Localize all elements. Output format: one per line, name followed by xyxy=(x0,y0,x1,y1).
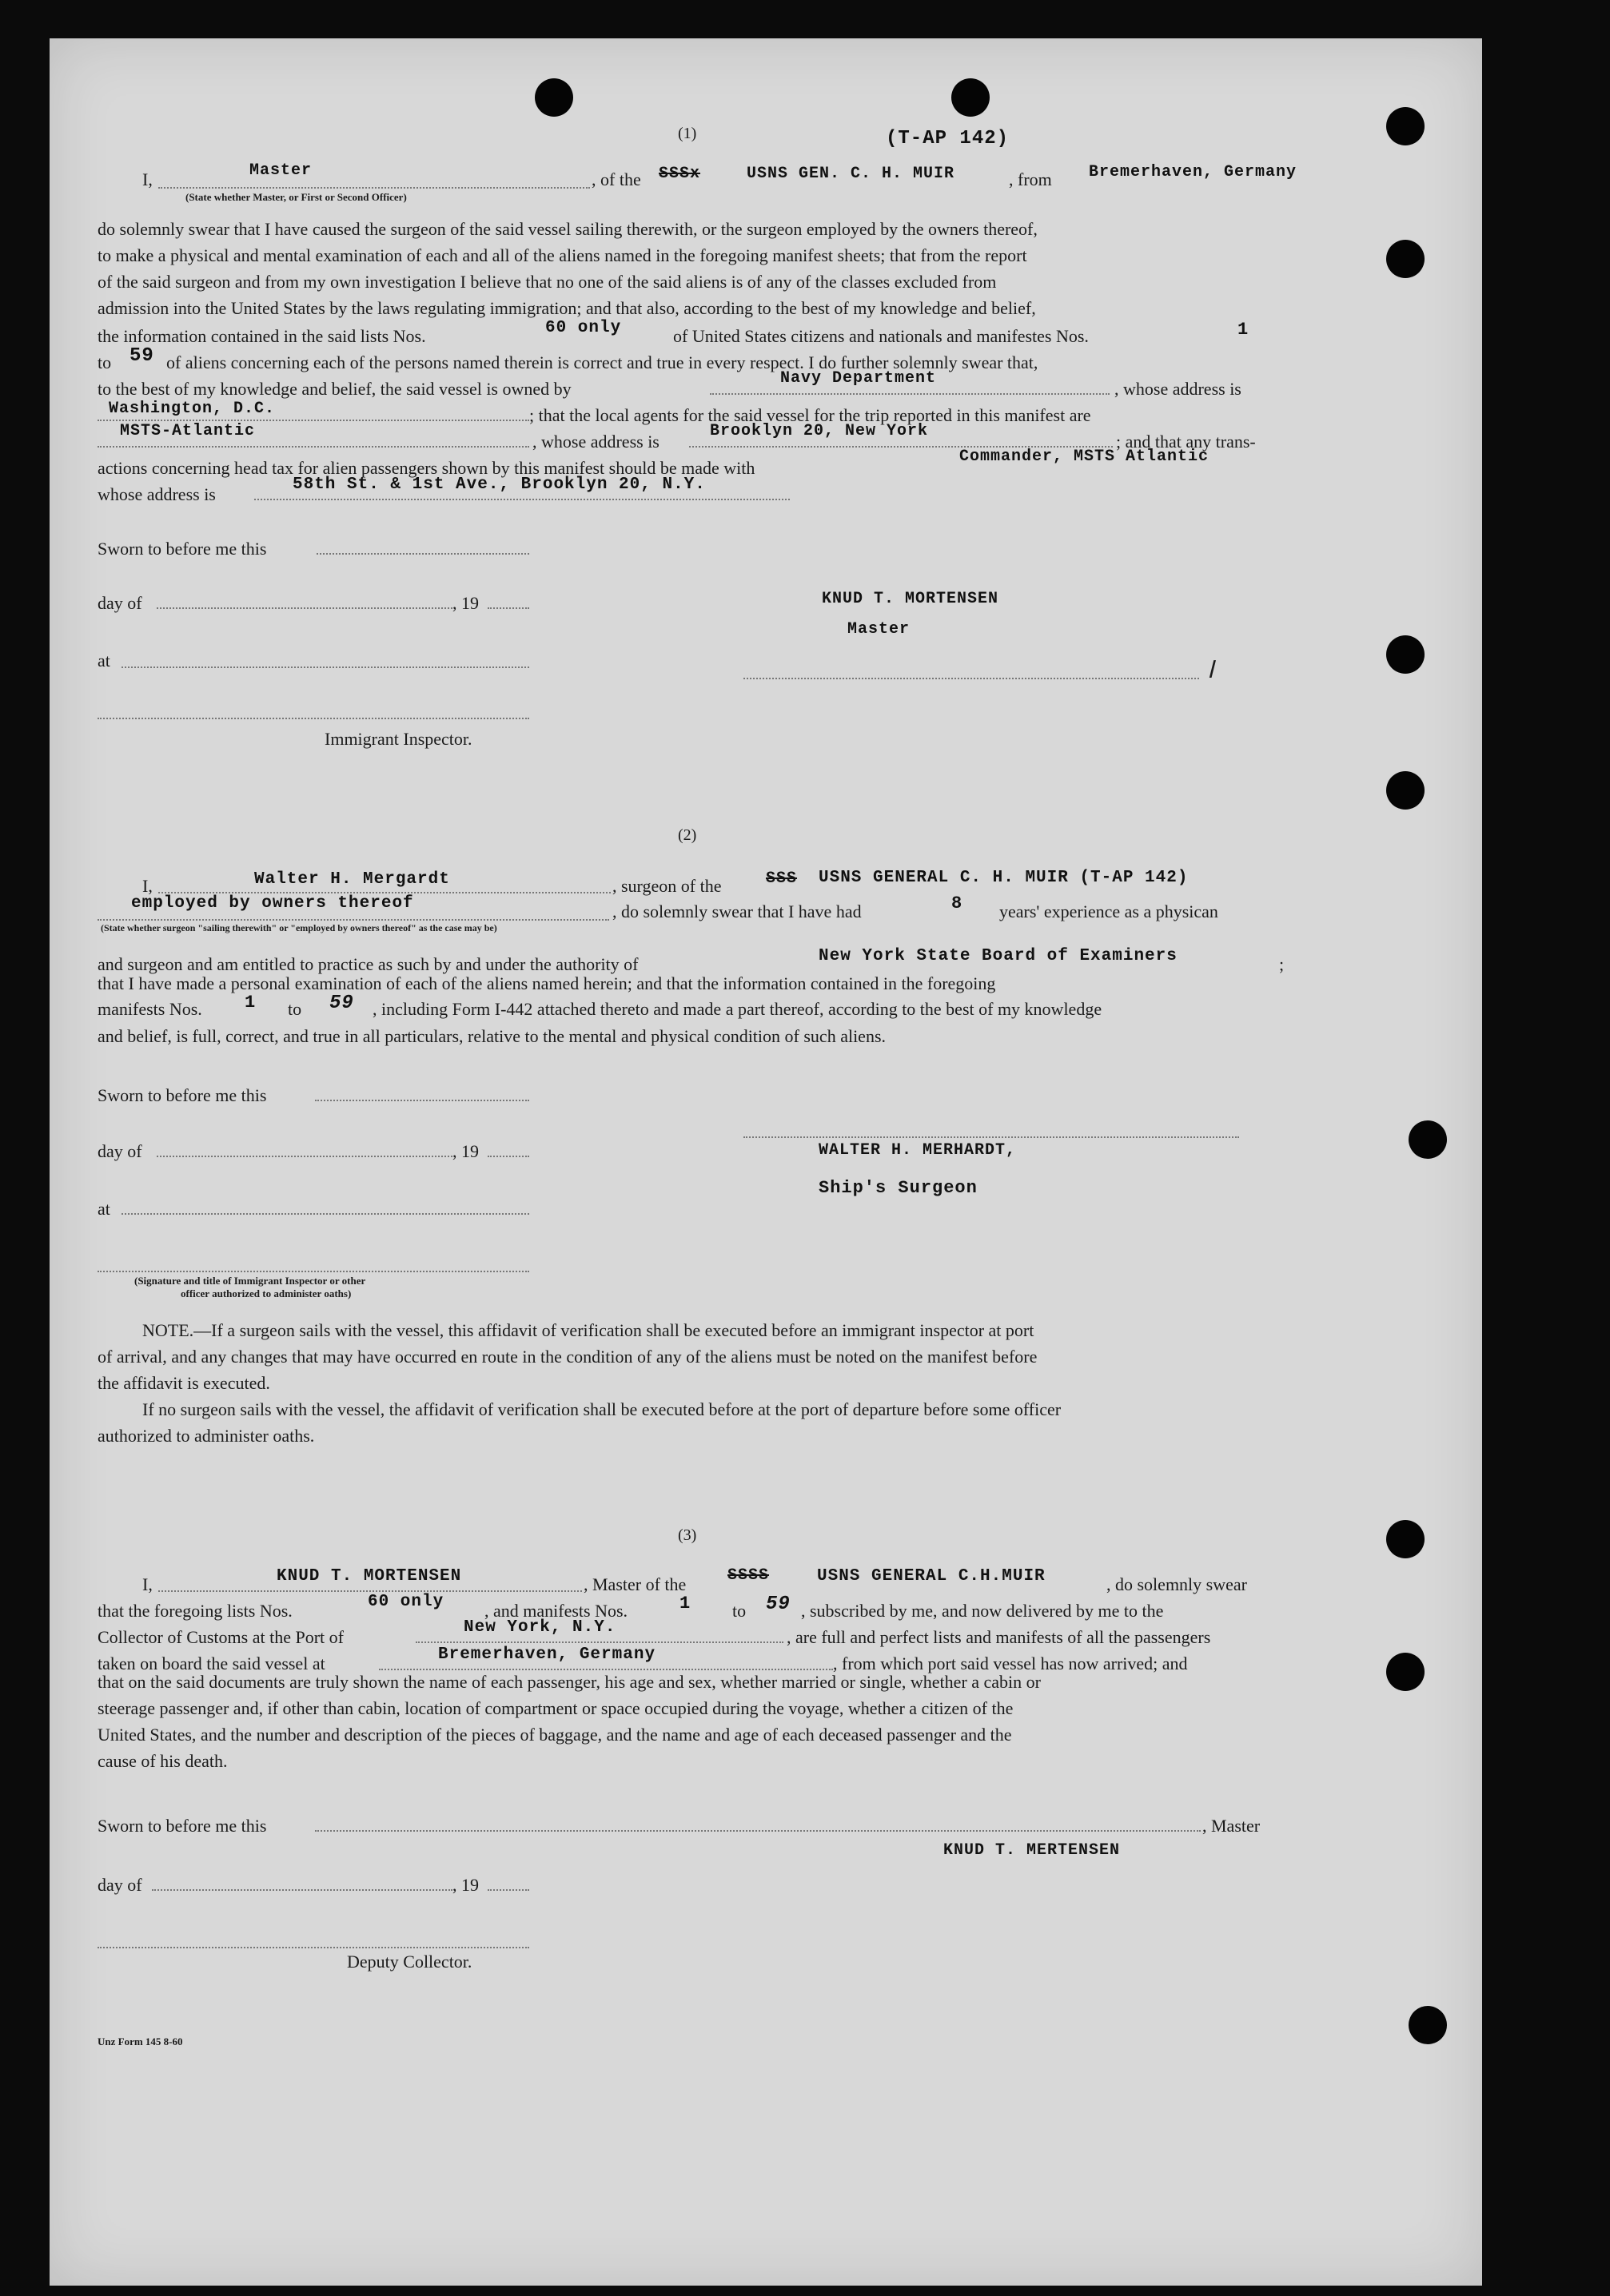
dotted-line xyxy=(158,1590,582,1592)
dotted-line xyxy=(122,1213,529,1215)
from-label: , from xyxy=(1009,169,1052,189)
agent-value: MSTS-Atlantic xyxy=(120,422,256,440)
manifest-to: 59 xyxy=(130,345,154,367)
oath-line: of the said surgeon and from my own investigation I believe that no one of the said aliens is of any of the classes excluded from xyxy=(98,272,997,292)
swear-text-b: years' experience as a physican xyxy=(999,901,1218,921)
section-2-oath-text xyxy=(98,970,995,997)
oath-line: United States, and the number and description of the pieces of baggage, and the name and age of each deceased passenger and the xyxy=(98,1725,1012,1745)
agent-address-label: , whose address is xyxy=(532,432,660,452)
form-id: Unz Form 145 8-60 xyxy=(98,2035,183,2047)
section-3-number: (3) xyxy=(678,1526,697,1544)
dotted-line xyxy=(158,892,611,893)
master-label: , Master xyxy=(1202,1816,1261,1836)
note-line: NOTE.—If a surgeon sails with the vessel, this affidavit of verification shall be executed before an immigrant inspector at port xyxy=(142,1320,1034,1340)
punch-hole xyxy=(1409,2006,1447,2044)
oath-line: to make a physical and mental examination of each and all of the aliens named in the foregoing manifest sheets; that from the report xyxy=(98,245,1027,265)
dotted-line xyxy=(98,919,609,921)
to-label: to xyxy=(732,1601,747,1621)
surgeon-signature: WALTER H. MERHARDT, xyxy=(819,1141,1017,1160)
surgeon-of-label: , surgeon of the xyxy=(612,876,722,896)
manifests-label: manifests Nos. xyxy=(98,999,202,1019)
year-label: , 19 xyxy=(452,1141,479,1161)
authority-value: New York State Board of Examiners xyxy=(819,947,1178,965)
to-label: to xyxy=(288,999,302,1019)
owner-value: Navy Department xyxy=(780,369,937,388)
boarded-text: taken on board the said vessel at xyxy=(98,1653,325,1673)
oath-line: do solemnly swear that I have caused the surgeon of the said vessel sailing therewith, or the surgeon employed by the owners thereof, xyxy=(98,219,1038,239)
dotted-line xyxy=(157,607,452,609)
to-label: to xyxy=(98,352,112,372)
section-2-closing xyxy=(98,1023,886,1049)
employment-caption: (State whether surgeon "sailing therewith" or "employed by owners thereof" as the case may be) xyxy=(101,922,497,933)
dotted-line xyxy=(98,420,529,421)
tax-address-label: whose address is xyxy=(98,484,216,504)
manifest-to: 59 xyxy=(329,993,354,1014)
swear-label: , do solemnly swear xyxy=(1106,1574,1247,1594)
lists-text-b: of United States citizens and nationals and manifestes Nos. xyxy=(673,326,1089,346)
surgeon-name: Walter H. Mergardt xyxy=(254,870,450,889)
departure-port: Bremerhaven, Germany xyxy=(1089,163,1297,181)
vessel-code: (T-AP 142) xyxy=(886,128,1010,149)
sworn-label: Sworn to before me this xyxy=(98,1816,267,1836)
note-line: the affidavit is executed. xyxy=(98,1373,270,1393)
dotted-line xyxy=(254,499,790,500)
manifest-from: 1 xyxy=(245,993,257,1013)
dotted-line xyxy=(488,1889,529,1891)
day-label: day of xyxy=(98,1875,142,1895)
scan-edge xyxy=(1482,38,1610,2286)
aliens-text: of aliens concerning each of the persons named therein is correct and true in every respect. I do further solemnly swear that, xyxy=(166,352,1038,372)
section-1-number: (1) xyxy=(678,125,697,142)
dotted-line xyxy=(98,1271,529,1272)
oath-line: steerage passenger and, if other than cabin, location of compartment or space occupied during the voyage, whether a citizen of the xyxy=(98,1698,1014,1718)
swear-text-a: , do solemnly swear that I have had xyxy=(612,901,862,921)
owner-address: Washington, D.C. xyxy=(109,400,276,418)
dotted-line xyxy=(315,1100,529,1101)
punch-hole xyxy=(1386,771,1425,810)
manifest-to: 59 xyxy=(766,1594,791,1615)
subscribed-text: , subscribed by me, and now delivered by me to the xyxy=(801,1601,1164,1621)
punch-hole xyxy=(1409,1120,1447,1159)
form-text: , including Form I-442 attached thereto and made a part thereof, according to the best of my knowledge xyxy=(373,999,1102,1019)
oath-line: that on the said documents are truly shown the name of each passenger, his age and sex, whether married or single, whether a cabin or xyxy=(98,1672,1041,1692)
year-label: , 19 xyxy=(452,593,479,613)
note-line: authorized to administer oaths. xyxy=(98,1426,315,1446)
manifests-label: , and manifests Nos. xyxy=(484,1601,628,1621)
section-3-oath-text xyxy=(98,1669,1041,1774)
lists-number: 60 only xyxy=(368,1593,444,1611)
lists-text: that the foregoing lists Nos. xyxy=(98,1601,293,1621)
dotted-line xyxy=(98,446,529,448)
struck-text: SSS xyxy=(766,869,798,888)
head-tax-text: actions concerning head tax for alien passengers shown by this manifest should be made with xyxy=(98,458,755,478)
employment-value: employed by owners thereof xyxy=(131,894,414,913)
at-label: at xyxy=(98,1199,110,1219)
punch-hole xyxy=(1386,1653,1425,1691)
struck-text: SSSx xyxy=(659,165,701,183)
dotted-line xyxy=(488,1156,529,1157)
punch-hole xyxy=(535,78,573,117)
inspector-label: Immigrant Inspector. xyxy=(325,729,472,749)
vessel-name: USNS GENERAL C.H.MUIR xyxy=(817,1567,1046,1586)
officer-caption: (State whether Master, or First or Second Officer) xyxy=(185,191,407,203)
punch-hole xyxy=(1386,635,1425,674)
lists-text-a: the information contained in the said lists Nos. xyxy=(98,326,426,346)
port-of-value: New York, N.Y. xyxy=(464,1618,616,1637)
master-signature: KNUD T. MORTENSEN xyxy=(822,590,999,608)
master-of-label: , Master of the xyxy=(584,1574,687,1594)
master-name: KNUD T. MORTENSEN xyxy=(277,1567,462,1586)
surgeon-title: Ship's Surgeon xyxy=(819,1178,978,1198)
master-value: Master xyxy=(249,161,313,180)
vessel-name: USNS GENERAL C. H. MUIR (T-AP 142) xyxy=(819,869,1189,887)
dotted-line xyxy=(98,1947,529,1948)
tax-agent: Commander, MSTS Atlantic xyxy=(959,448,1209,466)
day-label: day of xyxy=(98,1141,142,1161)
oath-line: that I have made a personal examination of each of the aliens named herein; and that the information contained in the foregoing xyxy=(98,973,996,993)
signature-scribble: ߊ xyxy=(1207,657,1214,683)
lists-full-text: , are full and perfect lists and manifests of all the passengers xyxy=(787,1627,1211,1647)
struck-text: SSSS xyxy=(727,1566,770,1585)
owner-text: to the best of my knowledge and belief, the said vessel is owned by xyxy=(98,379,572,399)
dotted-line xyxy=(488,607,529,609)
local-agents-text: ; that the local agents for the said vessel for the trip reported in this manifest are xyxy=(529,405,1091,425)
dotted-line xyxy=(416,1641,783,1643)
signature-line xyxy=(743,1136,1239,1138)
oath-line: admission into the United States by the laws regulating immigration; and that also, according to the best of my knowledge and belief, xyxy=(98,298,1036,318)
trans-text: ; and that any trans- xyxy=(1116,432,1256,452)
note-line: of arrival, and any changes that may have occurred en route in the condition of any of the aliens must be noted on the manifest before xyxy=(98,1347,1038,1367)
of-the-label: , of the xyxy=(592,169,641,189)
lists-number: 60 only xyxy=(545,319,622,337)
dotted-line xyxy=(152,1889,452,1891)
vessel-name: USNS GEN. C. H. MUIR xyxy=(747,165,955,183)
tax-address: 58th St. & 1st Ave., Brooklyn 20, N.Y. xyxy=(293,476,706,494)
punch-hole xyxy=(1386,107,1425,145)
sworn-label: Sworn to before me this xyxy=(98,539,267,559)
manifest-from: 1 xyxy=(1237,320,1249,340)
dotted-line xyxy=(122,667,529,668)
i-label: I, xyxy=(142,169,153,189)
dotted-line xyxy=(158,187,590,189)
day-label: day of xyxy=(98,593,142,613)
note-text xyxy=(98,1317,1061,1449)
collector-text: Collector of Customs at the Port of xyxy=(98,1627,344,1647)
manifest-from: 1 xyxy=(679,1594,691,1614)
i-label: I, xyxy=(142,1574,153,1594)
year-label: , 19 xyxy=(452,1875,479,1895)
at-label: at xyxy=(98,651,110,670)
dotted-line xyxy=(315,1830,1201,1832)
master-signature: KNUD T. MERTENSEN xyxy=(943,1841,1121,1860)
dotted-line xyxy=(157,1156,452,1157)
boarded-at-value: Bremerhaven, Germany xyxy=(438,1645,656,1664)
years-value: 8 xyxy=(951,893,963,913)
agent-address: Brooklyn 20, New York xyxy=(710,422,929,440)
dotted-line xyxy=(710,393,1110,395)
oath-line: and belief, is full, correct, and true in all particulars, relative to the mental and physical condition of such aliens. xyxy=(98,1026,887,1046)
punch-hole xyxy=(951,78,990,117)
authority-text: and surgeon and am entitled to practice as such by and under the authority of xyxy=(98,954,639,974)
punch-hole xyxy=(1386,1520,1425,1558)
dotted-line xyxy=(98,718,529,719)
signature-caption: (Signature and title of Immigrant Inspector or other xyxy=(134,1275,366,1287)
punch-hole xyxy=(1386,240,1425,278)
oath-line: cause of his death. xyxy=(98,1751,228,1771)
dotted-line xyxy=(317,553,529,555)
whose-address-label: , whose address is xyxy=(1114,379,1241,399)
arrived-text: , from which port said vessel has now arrived; and xyxy=(833,1653,1188,1673)
note-line: If no surgeon sails with the vessel, the affidavit of verification shall be executed before at the port of departure before some officer xyxy=(142,1399,1062,1419)
section-1-oath-text xyxy=(98,216,1038,321)
section-2-number: (2) xyxy=(678,826,697,844)
master-title: Master xyxy=(847,620,911,639)
deputy-collector-label: Deputy Collector. xyxy=(347,1952,472,1972)
sworn-label: Sworn to before me this xyxy=(98,1085,267,1105)
form-page xyxy=(50,38,1482,2286)
signature-caption: officer authorized to administer oaths) xyxy=(181,1287,352,1299)
i-label: I, xyxy=(142,876,153,896)
signature-line xyxy=(743,678,1199,679)
semicolon: ; xyxy=(1279,954,1285,974)
